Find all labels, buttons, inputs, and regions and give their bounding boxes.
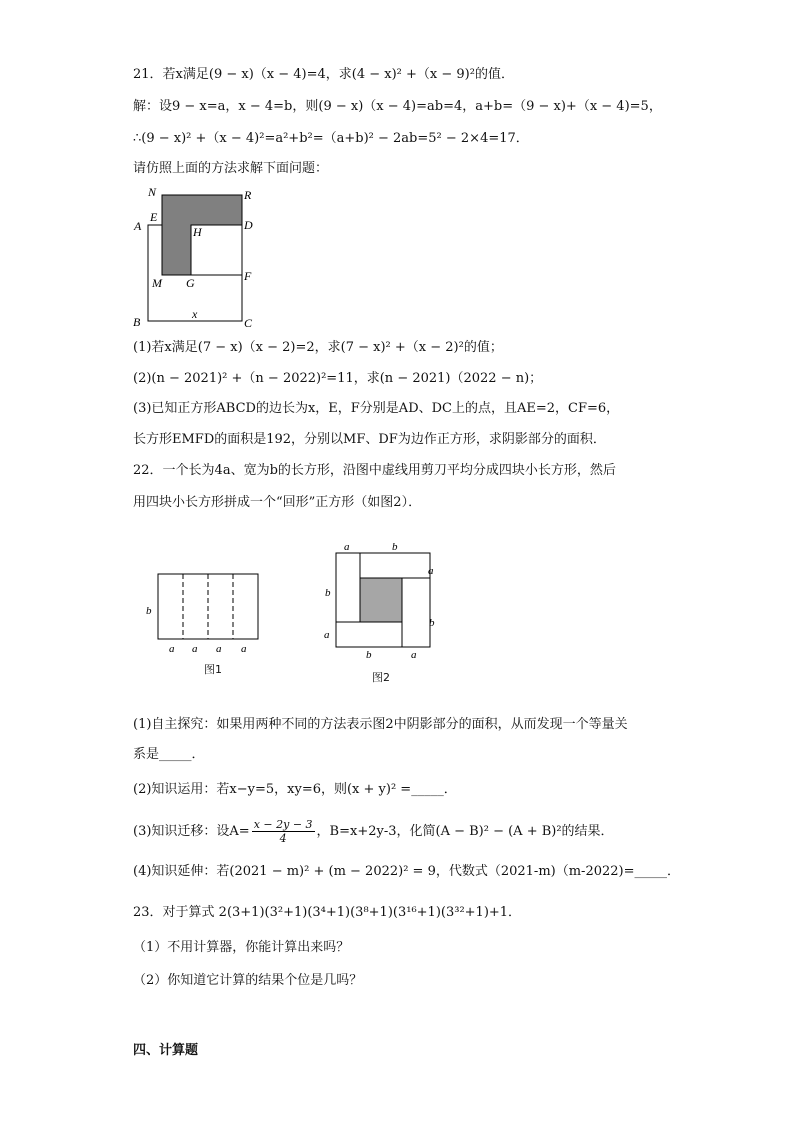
q23-text: 23．对于算式 2(3+1)(3²+1)(3⁴+1)(3⁸+1)(3¹⁶+1)(3³²+1)+1． (133, 905, 522, 920)
label-b: b (146, 605, 152, 617)
shaded-square (360, 578, 402, 622)
q21-part3-line2: 长方形EMFD的面积是192，分别以MF、DF为边作正方形，求阴影部分的面积． (133, 432, 606, 447)
label-N: N (148, 185, 157, 199)
label-right-b: b (429, 617, 435, 629)
q22-sub1-line1: (1)自主探究：如果用两种不同的方法表示图2中阴影部分的面积，从而发现一个等量关 (133, 717, 628, 732)
label-B: B (133, 315, 141, 329)
label-C: C (244, 316, 253, 330)
q21-part2: (2)(n − 2021)² +（n − 2022)²=11，求(n − 2021)（2022 − n)； (133, 371, 543, 386)
label-right-a: a (428, 565, 434, 577)
label-top-b: b (392, 541, 398, 553)
q21-solution-line1: 解：设9 − x=a，x − 4=b，则(9 − x)（x − 4)=ab=4，a+b=（9 − x)+（x − 4)=5， (133, 99, 662, 114)
label-R: R (244, 188, 252, 202)
label-A: A (134, 219, 142, 233)
q22-sub3-suffix: ，B=x+2y-3，化简(A − B)² − (A + B)²的结果． (316, 823, 614, 839)
label-a-3: a (216, 643, 222, 655)
figure-22-1-caption: 图1 (204, 663, 222, 676)
label-G: G (186, 276, 195, 290)
q21-part3-line1: (3)已知正方形ABCD的边长为x，E，F分别是AD、DC上的点，且AE=2，CF=6， (133, 401, 620, 416)
q22-sub3-prefix: (3)知识迁移：设A= (133, 823, 250, 839)
figure-22-1 (140, 568, 270, 658)
q23-part1: （1）不用计算器，你能计算出来吗？ (133, 940, 350, 955)
label-bottom-b: b (366, 649, 372, 661)
figure-22-2 (318, 538, 443, 663)
fraction-A (252, 818, 315, 845)
q21-part1: (1)若x满足(7 − x)（x − 2)=2，求(7 − x)² +（x − 2)²的值； (133, 340, 503, 355)
label-a-2: a (192, 643, 198, 655)
label-F: F (244, 269, 252, 283)
label-left-a: a (324, 629, 330, 641)
figure-22-2-caption: 图2 (372, 671, 390, 684)
q22-sub4: (4)知识延伸：若(2021 − m)² + (m − 2022)² = 9，代数式（2021-m)（m-2022)=_____． (133, 864, 680, 879)
label-E: E (150, 210, 158, 224)
q22-sub3 (133, 818, 614, 845)
q22-sub1-line2: 系是_____． (133, 747, 205, 762)
q23-part2: （2）你知道它计算的结果个位是几吗？ (133, 973, 363, 988)
q22-line1: 22．一个长为4a、宽为b的长方形，沿图中虚线用剪刀平均分成四块小长方形，然后 (133, 463, 616, 478)
label-bottom-a: a (411, 649, 417, 661)
label-H: H (193, 225, 202, 239)
q22-sub2: (2)知识运用：若x−y=5，xy=6，则(x + y)² =_____． (133, 782, 457, 797)
label-top-a: a (344, 541, 350, 553)
figure-21 (130, 184, 265, 334)
label-x: x (192, 307, 198, 321)
label-a-4: a (241, 643, 247, 655)
label-a-1: a (169, 643, 175, 655)
q21-solution-line2: ∴(9 − x)² +（x − 4)²=a²+b²=（a+b)² − 2ab=5² − 2×4=17． (133, 131, 529, 146)
label-M: M (152, 276, 162, 290)
label-D: D (244, 218, 253, 232)
shaded-region (162, 195, 242, 275)
fraction-numerator: x − 2y − 3 (253, 818, 313, 831)
q21-instruction: 请仿照上面的方法求解下面问题： (133, 161, 329, 176)
label-left-b: b (325, 587, 331, 599)
q22-line2: 用四块小长方形拼成一个“回形”正方形（如图2）． (133, 495, 422, 510)
q21-text: 21．若x满足(9 − x)（x − 4)=4，求(4 − x)² +（x − 9)²的值． (133, 67, 514, 82)
fraction-denominator: 4 (279, 832, 287, 845)
section-heading-calculation: 四、计算题 (133, 1043, 199, 1058)
